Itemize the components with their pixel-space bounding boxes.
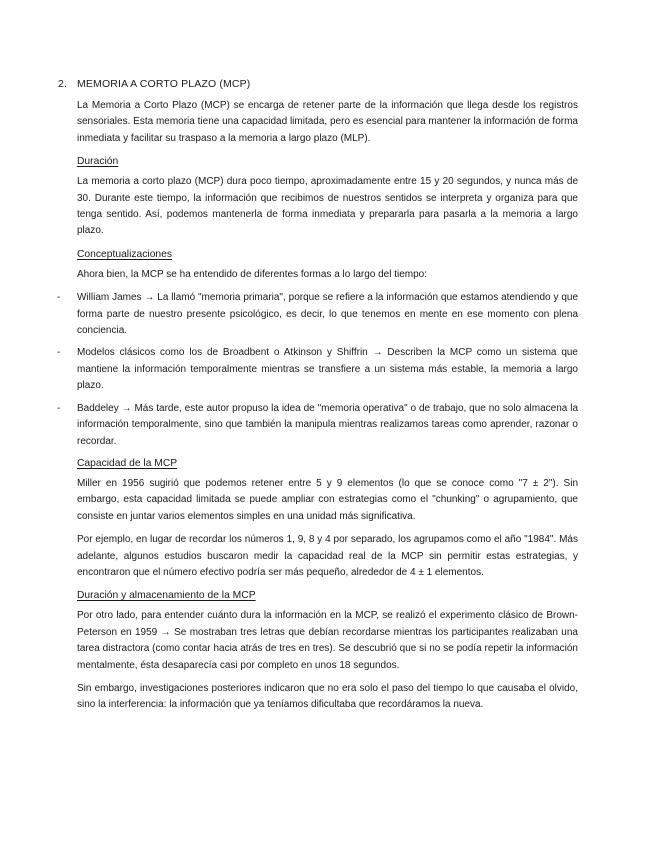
- section-number: 2.: [58, 78, 68, 90]
- list-item-baddeley: [57, 401, 578, 450]
- bullet-marker: -: [57, 347, 61, 359]
- almacenamiento-paragraph-1: Por otro lado, para entender cuánto dura la información en la MCP, se realizó el experimento clásico de Brown-Peterson en 1959 → Se mostraban tres letras que debían recordarse mientras los participantes realizaban una tarea distractora (como contar hacia atrás de tres en tres). Se descubrió que si no se podía repetir la información mentalmente, ésta desaparecía casi por completo en unos 18 segundos.: [77, 610, 578, 671]
- conceptualizaciones-list: [57, 290, 578, 450]
- list-item-text: Modelos clásicos como los de Broadbent o Atkinson y Shiffrin → Describen la MCP como un sistema que mantiene la información temporalmente mientras se transfiere a un sistema más estable, la memoria a largo plazo.: [77, 347, 578, 392]
- duracion-paragraph: La memoria a corto plazo (MCP) dura poco tiempo, aproximadamente entre 15 y 20 segundos, y nunca más de 30. Durante este tiempo, la información que recibimos de nuestros sentidos se interpreta y organiza para que tenga sentido. Así, podemos mantenerla de forma inmediata y prepararla para pasarla a la memoria a largo plazo.: [77, 176, 578, 237]
- section-title-text: MEMORIA A CORTO PLAZO (MCP): [77, 78, 251, 90]
- bullet-marker: -: [57, 402, 61, 414]
- heading-almacenamiento: Duración y almacenamiento de la MCP: [77, 590, 256, 602]
- document-body: [57, 98, 578, 721]
- list-item-text: William James → La llamó "memoria primaria", porque se refiere a la información que estamos atendiendo y que forma parte de nuestro presente psicológico, es decir, lo que tenemos en mente en ese momento con plena conciencia.: [77, 292, 578, 337]
- list-item-james: [57, 290, 578, 339]
- section-title: [58, 78, 250, 90]
- list-item-modelos-clasicos: [57, 345, 578, 394]
- list-item-text: Baddeley → Más tarde, este autor propuso la idea de "memoria operativa" o de trabajo, que no solo almacena la información temporalmente, sino que también la manipula mientras realizamos tareas como aprender, razonar o recordar.: [77, 402, 578, 447]
- heading-capacidad: Capacidad de la MCP: [77, 457, 178, 469]
- intro-paragraph: La Memoria a Corto Plazo (MCP) se encarga de retener parte de la información que llega desde los registros sensoriales. Esta memoria tiene una capacidad limitada, pero es esencial para mantener la información de forma inmediata y facilitar su traspaso a la memoria a largo plazo (MLP).: [77, 100, 578, 144]
- bullet-marker: -: [57, 292, 61, 304]
- heading-duracion: Duración: [77, 156, 119, 168]
- capacidad-paragraph-1: Miller en 1956 sugirió que podemos retener entre 5 y 9 elementos (lo que se conoce como "7 ± 2"). Sin embargo, esta capacidad limitada se puede ampliar con estrategias como el "chunking" o agrupamiento, que consiste en juntar varios elementos simples en una unidad más significativa.: [77, 477, 578, 522]
- heading-conceptualizaciones: Conceptualizaciones: [77, 248, 173, 260]
- conceptualizaciones-intro: Ahora bien, la MCP se ha entendido de diferentes formas a lo largo del tiempo:: [77, 268, 428, 280]
- capacidad-paragraph-2: Por ejemplo, en lugar de recordar los números 1, 9, 8 y 4 por separado, los agrupamos como el año "1984". Más adelante, algunos estudios buscaron medir la capacidad real de la MCP sin permitir estas estrategias, y encontraron que el número efectivo podría ser más pequeño, alrededor de 4 ± 1 elementos.: [77, 534, 578, 578]
- almacenamiento-paragraph-2: Sin embargo, investigaciones posteriores indicaron que no era solo el paso del tiempo lo que causaba el olvido, sino la interferencia: la información que ya teníamos dificultaba que recordáramos la nueva.: [77, 682, 578, 711]
